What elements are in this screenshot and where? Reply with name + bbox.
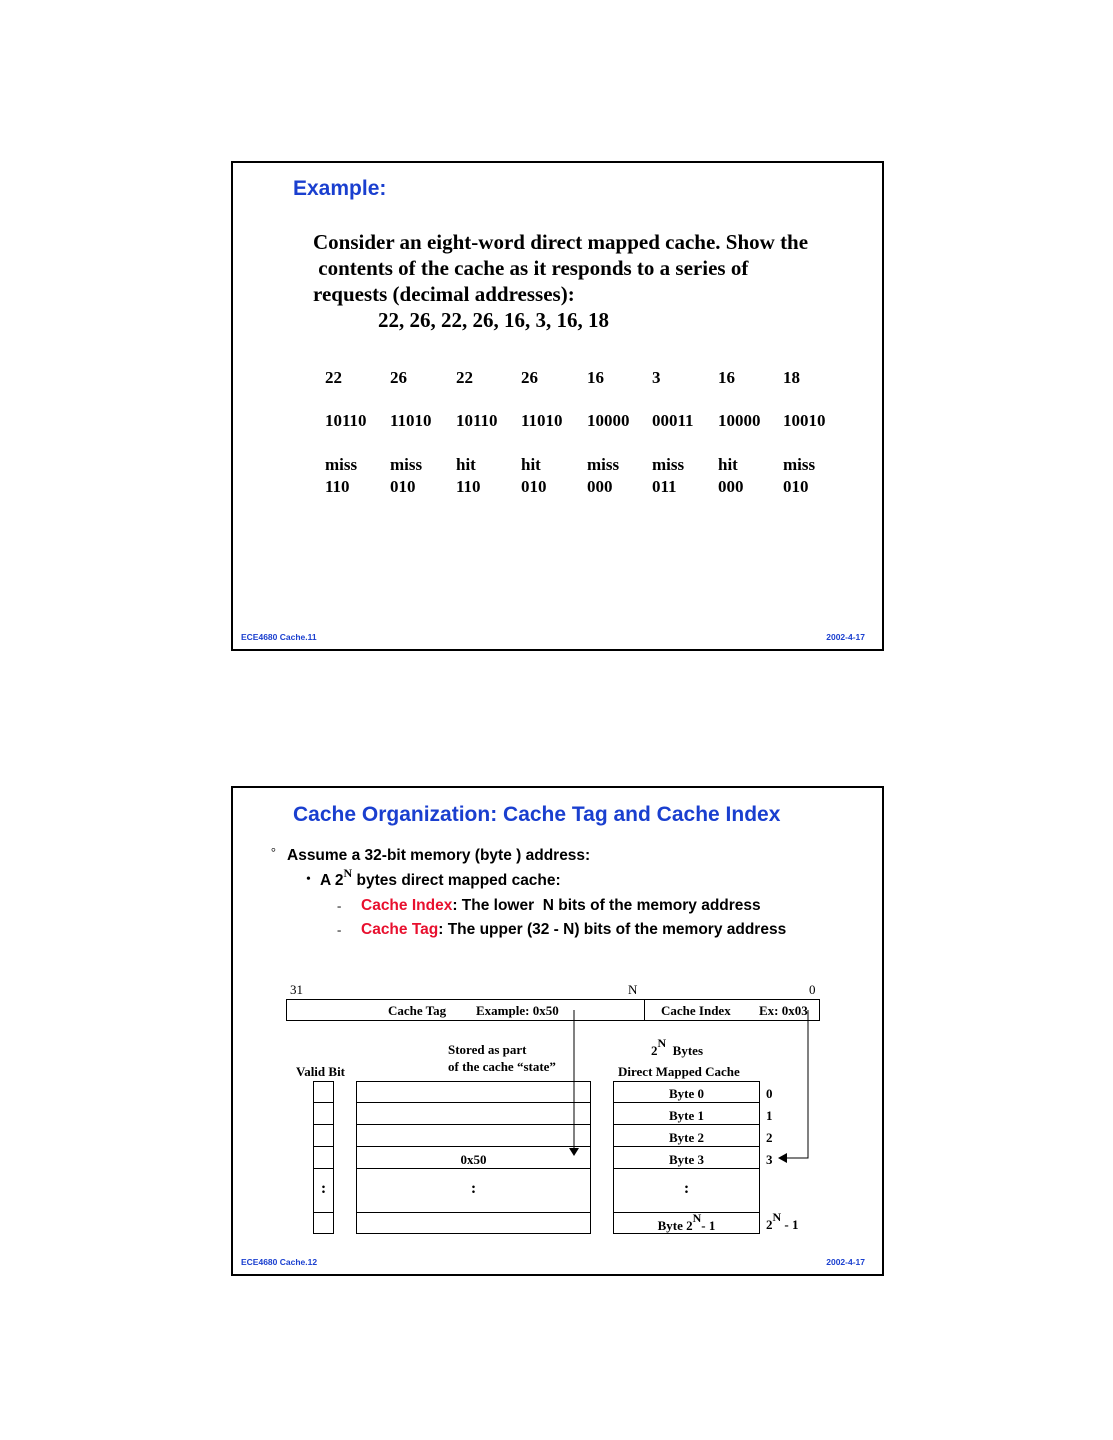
index-arrow xyxy=(786,1010,808,1158)
index-cell: 000 xyxy=(718,477,744,496)
byte-cell: Byte 2 xyxy=(668,1130,705,1145)
address-cell: 16 xyxy=(718,368,735,387)
term-cache-tag: Cache Tag xyxy=(361,921,439,938)
result-cell: miss xyxy=(390,455,423,474)
address-cell: 22 xyxy=(456,368,473,387)
address-cell: 26 xyxy=(521,368,538,387)
question-text xyxy=(313,229,853,333)
row-number: 0 xyxy=(766,1086,773,1101)
bytes-word: Bytes xyxy=(672,1043,704,1058)
slide-cache-organization xyxy=(231,786,884,1276)
binary-cell: 10000 xyxy=(587,411,630,430)
address-sequence: 22, 26, 22, 26, 16, 3, 16, 18 xyxy=(378,308,609,332)
index-cell: 110 xyxy=(325,477,350,496)
binary-cell: 10000 xyxy=(718,411,761,430)
result-cell: miss xyxy=(783,455,816,474)
stored-note-line: of the cache “state” xyxy=(448,1059,556,1074)
index-arrow-head xyxy=(778,1153,787,1163)
binary-cell: 11010 xyxy=(390,411,432,430)
valid-bit-label: Valid Bit xyxy=(296,1064,346,1079)
result-cell: hit xyxy=(521,455,541,474)
cache-label: Direct Mapped Cache xyxy=(618,1064,740,1079)
bytes-base: 2 xyxy=(651,1043,658,1058)
binary-cell: 00011 xyxy=(652,411,694,430)
tag-example: Example: 0x50 xyxy=(476,1003,559,1018)
index-cell: 010 xyxy=(783,477,809,496)
footer-slide-id: ECE4680 Cache.11 xyxy=(241,632,317,642)
slide-title: Example: xyxy=(293,177,387,200)
superscript: N xyxy=(692,1211,702,1225)
result-cell: hit xyxy=(456,455,476,474)
index-cell: 010 xyxy=(521,477,547,496)
byte-cell: Byte 0 xyxy=(668,1086,705,1101)
index-cell: 011 xyxy=(652,477,677,496)
binary-cell: 11010 xyxy=(521,411,563,430)
ellipsis: : xyxy=(320,1180,327,1197)
address-cell: 3 xyxy=(652,368,661,387)
bullet-text: bytes direct mapped cache: xyxy=(352,872,561,889)
superscript: N xyxy=(343,866,353,880)
row-last-suffix: - 1 xyxy=(781,1217,799,1232)
footer-slide-id: ECE4680 Cache.12 xyxy=(241,1257,318,1267)
question-line: contents of the cache as it responds to a series of xyxy=(313,256,749,280)
tag-arrow-head xyxy=(569,1148,579,1156)
address-cell: 22 xyxy=(325,368,342,387)
bit-n-label: N xyxy=(628,982,638,997)
byte-cell: Byte 1 xyxy=(668,1108,705,1123)
byte-last-suffix: - 1 xyxy=(701,1218,716,1233)
bit-31-label: 31 xyxy=(290,982,303,997)
row-number: 1 xyxy=(766,1108,773,1123)
bullet-address: Assume a 32-bit memory (byte ) address: xyxy=(287,847,591,864)
footer-date: 2002-4-17 xyxy=(826,1257,865,1267)
byte-last-base: Byte 2 xyxy=(657,1218,693,1233)
tag-field-label: Cache Tag xyxy=(388,1003,447,1018)
definition: : The lower N bits of the memory address xyxy=(452,897,761,914)
superscript: N xyxy=(657,1036,667,1050)
ellipsis: : xyxy=(683,1180,690,1197)
slide-cache-example xyxy=(231,161,884,651)
dot-bullet-icon: • xyxy=(306,872,311,887)
binary-cell: 10110 xyxy=(325,411,367,430)
result-cell: miss xyxy=(652,455,685,474)
index-cell: 010 xyxy=(390,477,416,496)
index-cell: 000 xyxy=(587,477,613,496)
result-cell: miss xyxy=(325,455,358,474)
term-cache-index: Cache Index xyxy=(361,897,453,914)
slide-title: Cache Organization: Cache Tag and Cache Index xyxy=(293,803,781,826)
degree-bullet-icon: ° xyxy=(271,845,276,859)
bullet-text: A 2 xyxy=(320,872,344,889)
diagram-arrows xyxy=(233,788,883,1268)
address-cell: 26 xyxy=(390,368,407,387)
binary-cell: 10110 xyxy=(456,411,498,430)
question-line: Consider an eight-word direct mapped cache. Show the xyxy=(313,230,809,254)
bit-0-label: 0 xyxy=(809,982,816,997)
tag-value: 0x50 xyxy=(460,1152,487,1167)
stored-note-line: Stored as part xyxy=(448,1042,527,1057)
address-cell: 18 xyxy=(783,368,800,387)
address-cell: 16 xyxy=(587,368,604,387)
dash-bullet-icon: - xyxy=(337,922,342,937)
dash-bullet-icon: - xyxy=(337,898,342,913)
result-cell: hit xyxy=(718,455,738,474)
index-example: Ex: 0x03 xyxy=(759,1003,808,1018)
row-number: 3 xyxy=(766,1152,773,1167)
footer-date: 2002-4-17 xyxy=(826,632,865,642)
result-cell: miss xyxy=(587,455,620,474)
row-last-base: 2 xyxy=(766,1217,773,1232)
ellipsis: : xyxy=(470,1180,477,1197)
index-cell: 110 xyxy=(456,477,481,496)
byte-cell: Byte 3 xyxy=(668,1152,705,1167)
question-line: requests (decimal addresses): xyxy=(313,282,575,306)
index-field-label: Cache Index xyxy=(661,1003,731,1018)
superscript: N xyxy=(772,1210,782,1224)
binary-cell: 10010 xyxy=(783,411,826,430)
row-number: 2 xyxy=(766,1130,773,1145)
definition: : The upper (32 - N) bits of the memory address xyxy=(438,921,787,938)
